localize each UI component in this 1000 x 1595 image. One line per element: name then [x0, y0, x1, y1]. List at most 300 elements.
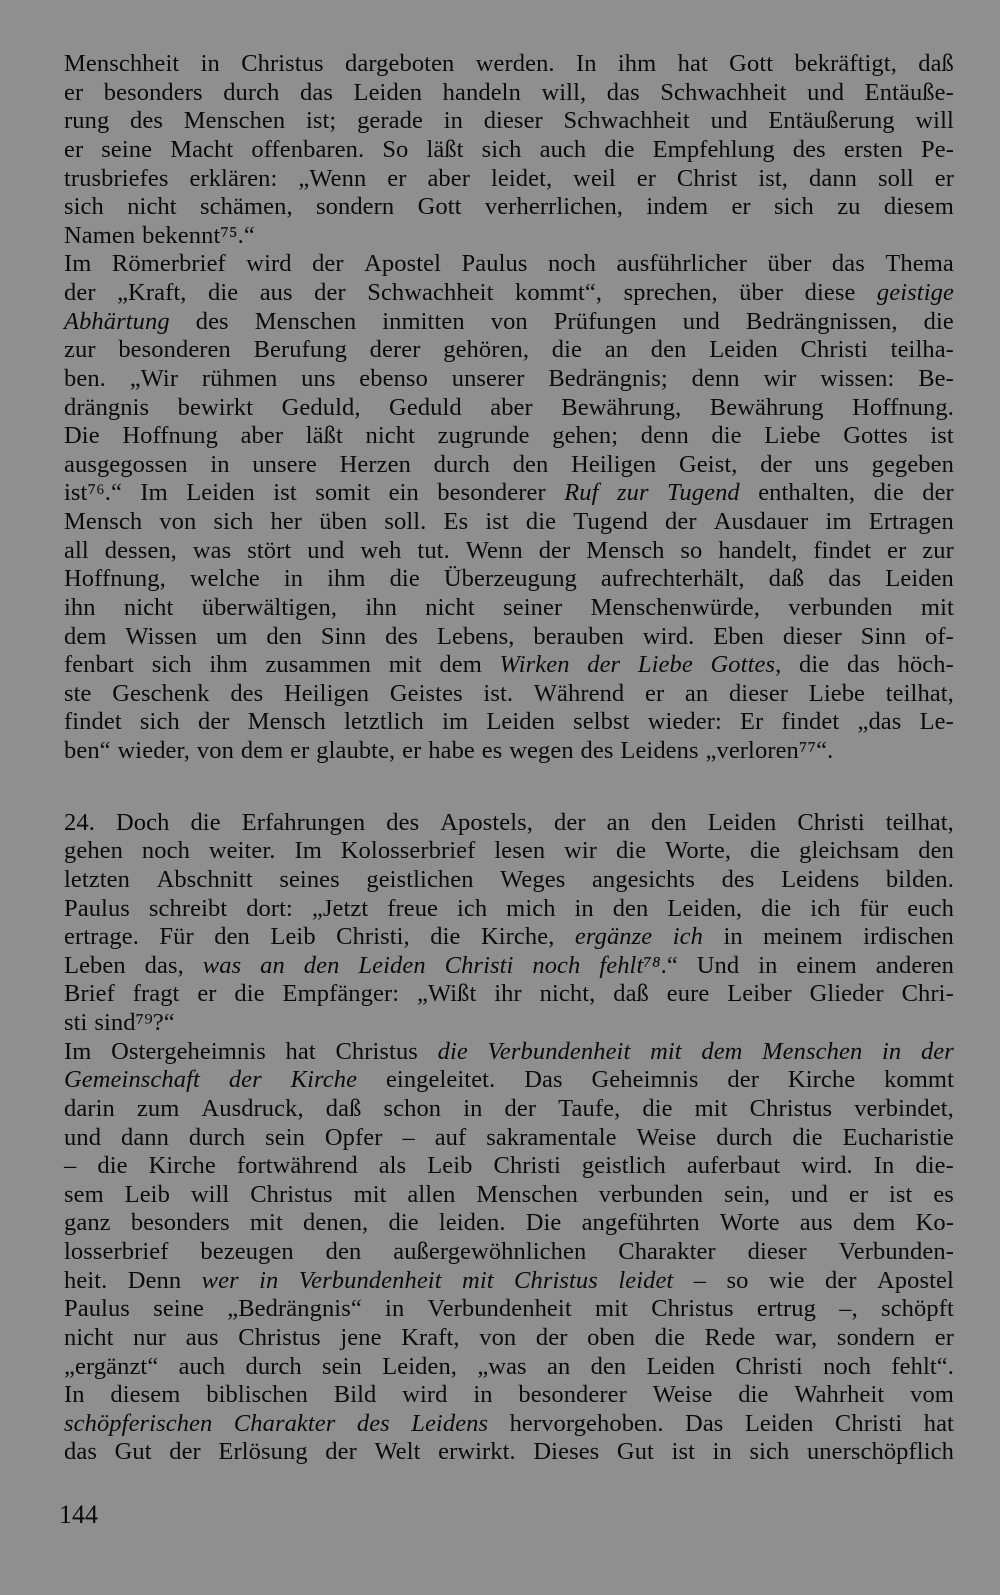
word: in [200, 50, 220, 77]
word: verherrlichen, [484, 193, 624, 221]
text-line [64, 107, 954, 136]
word: findet [781, 708, 840, 736]
word: Weges [500, 865, 566, 893]
word: sich [213, 508, 254, 535]
word: das [300, 78, 333, 106]
word: und [682, 307, 720, 335]
word: hat [677, 50, 708, 77]
word: Bild [333, 1381, 377, 1409]
word: er [848, 1180, 869, 1208]
word: Ausdruck, [201, 1094, 304, 1122]
word: teilhat, [885, 808, 954, 836]
word: „Kraft, [117, 279, 187, 306]
word: Leiber [727, 980, 792, 1008]
text-line [64, 1410, 954, 1439]
word: in [723, 923, 743, 951]
word: ist [671, 1438, 696, 1466]
word: kommt [884, 1066, 954, 1094]
word: nicht [425, 593, 475, 621]
word: seine [153, 1295, 205, 1323]
word: Bewährung, [561, 393, 682, 421]
word: Christus [238, 1323, 321, 1351]
word: ben“ [64, 737, 111, 764]
word: Gut [114, 1438, 152, 1466]
word: Wenn [465, 536, 523, 564]
word: sich [774, 193, 814, 221]
paragraph [64, 50, 954, 250]
word: weh [360, 536, 402, 564]
word: Bewährung [709, 393, 824, 421]
word: Paulus [64, 894, 130, 922]
word: schöpferischen [64, 1409, 213, 1437]
word: auch [539, 135, 587, 163]
word: dieser [747, 1238, 807, 1265]
word: die [749, 837, 781, 865]
word: Le- [919, 708, 954, 736]
word: somit [315, 479, 371, 507]
word: welche [189, 565, 260, 593]
word: aus [799, 1209, 833, 1237]
text-line [64, 1438, 954, 1467]
word: wie [768, 1266, 805, 1294]
word: aber [427, 164, 471, 192]
word: weil [573, 164, 616, 192]
word: den [590, 1352, 627, 1380]
word: dem [701, 1037, 743, 1065]
word: er [644, 679, 665, 707]
word: will [915, 107, 954, 135]
word: soll. [384, 508, 427, 535]
word: an [606, 808, 630, 836]
word: der [825, 1266, 857, 1294]
word: wissen: [820, 364, 895, 392]
word: in [259, 1266, 279, 1294]
word: die [792, 1123, 823, 1151]
word: Geduld [389, 393, 462, 421]
word: „Bedrängnis“ [227, 1295, 362, 1323]
word: auf [434, 1123, 467, 1151]
word: Eucharistie [842, 1123, 954, 1151]
word: Apostel [364, 250, 442, 278]
text-line [64, 866, 954, 895]
word: mich [506, 894, 556, 922]
word: weiter. [208, 837, 276, 865]
word: den [325, 1238, 362, 1265]
word: besonderen [118, 336, 231, 364]
word: Empfänger: [282, 980, 400, 1008]
word: Menschen [254, 307, 357, 335]
word: Leiden [353, 78, 423, 106]
text-line [64, 50, 954, 79]
text-line [64, 952, 954, 981]
word: um [215, 622, 248, 650]
word: seiner [503, 593, 563, 621]
word: Leiden [744, 1409, 814, 1437]
paragraph [64, 1038, 954, 1467]
section-gap [64, 766, 954, 809]
word: die [642, 1094, 673, 1122]
word: bekräftigt, [794, 50, 897, 77]
word: ste [64, 679, 92, 707]
word: uns [301, 364, 336, 392]
text-line [64, 537, 954, 566]
word: er [934, 164, 954, 192]
text-line [64, 336, 954, 365]
text-line [64, 1181, 954, 1210]
word: mit [388, 651, 422, 679]
word: besonders [103, 78, 203, 106]
word: besonders [130, 1209, 230, 1237]
text-line [64, 623, 954, 652]
word: Kirche [787, 1066, 856, 1094]
word: „ergänzt“ [64, 1352, 159, 1380]
word: den [512, 450, 549, 478]
word: zur [616, 479, 649, 507]
word: sind⁷⁹?“ [94, 1009, 175, 1036]
text-line [64, 1038, 954, 1067]
text-line [64, 923, 954, 952]
word: leidet [618, 1266, 674, 1294]
word: die [551, 336, 583, 364]
word: Gottes, [710, 651, 782, 679]
word: 24. [64, 808, 95, 836]
text-line [64, 651, 954, 680]
word: denn [691, 364, 740, 392]
word: hervorgehoben. [509, 1409, 664, 1437]
paragraph [64, 809, 954, 1038]
word: ist [889, 1180, 913, 1208]
text-line [64, 1066, 954, 1095]
text-line [64, 193, 954, 222]
word: ist [485, 508, 509, 535]
word: so [726, 1266, 749, 1294]
word: er [934, 1323, 954, 1351]
word: Geistes [389, 679, 463, 707]
word: Er [740, 708, 764, 736]
word: den [214, 923, 250, 951]
word: auch [178, 1352, 226, 1380]
word: er [387, 164, 407, 192]
word: teilha- [890, 336, 954, 364]
word: er [290, 737, 310, 764]
text-line [64, 1152, 954, 1181]
word: Christus [250, 1180, 333, 1208]
word: zur [64, 336, 96, 364]
word: das [828, 565, 862, 593]
word: indem [646, 193, 709, 221]
word: Lebens, [436, 622, 515, 650]
word: den [650, 336, 687, 364]
word: des [195, 307, 229, 335]
word: was [192, 536, 232, 564]
word: Christus [335, 1037, 418, 1065]
word: derer [369, 336, 421, 364]
word: Leib [124, 1180, 170, 1208]
word: des [721, 865, 755, 893]
word: sich [151, 651, 192, 679]
word: jene [340, 1323, 382, 1351]
word: teilhat, [885, 679, 954, 707]
word: Im [140, 479, 168, 507]
word: Denn [127, 1266, 182, 1294]
word: die [525, 508, 557, 535]
word: die [190, 808, 221, 836]
word: daß [768, 565, 805, 593]
word: Kraft, [401, 1323, 460, 1351]
word: nur [133, 1323, 167, 1351]
word: Christi [493, 1152, 561, 1180]
word: Christi [735, 1352, 803, 1380]
word: Leidens [411, 1409, 489, 1437]
word: werden. [475, 50, 555, 77]
word: sakramentale [486, 1123, 617, 1151]
text-line [64, 165, 954, 194]
word: verbunden [788, 593, 893, 621]
word: wird. [801, 1152, 853, 1180]
word: in [473, 1381, 493, 1409]
word: daß [325, 1094, 362, 1122]
word: die [923, 307, 954, 335]
word: Ruf [564, 479, 599, 507]
word: ihm [327, 565, 366, 593]
word: Leiden [885, 565, 954, 593]
word: Paulus [461, 250, 528, 278]
word: noch [532, 951, 581, 979]
text-line [64, 250, 954, 279]
word: sprechen, [623, 279, 718, 306]
text-line [64, 136, 954, 165]
word: der [538, 536, 571, 564]
text-line [64, 1238, 954, 1267]
word: diese [804, 279, 856, 306]
word: ihm [617, 50, 657, 77]
word: Abschnitt [156, 865, 253, 893]
word: Leiden [358, 951, 426, 979]
word: in [463, 1094, 483, 1122]
word: der [665, 508, 697, 535]
word: der [760, 450, 792, 478]
word: Doch [115, 808, 170, 836]
word: von [159, 508, 197, 535]
word: sich [64, 193, 104, 221]
word: bekennt⁷⁵.“ [142, 221, 255, 249]
word: ihn [64, 593, 96, 621]
word: darin [64, 1094, 115, 1122]
word: er [64, 78, 84, 106]
word: das [831, 250, 865, 278]
text-line [64, 895, 954, 924]
word: Liebe [808, 679, 866, 707]
word: durch [716, 1123, 773, 1151]
word: in [283, 565, 304, 593]
word: selbst [573, 708, 630, 736]
word: Leib [270, 923, 316, 951]
word: diesem [110, 1381, 181, 1409]
word: der [312, 250, 344, 278]
word: Entäußerung [768, 107, 895, 135]
word: Tugend [573, 508, 648, 535]
word: dem [64, 622, 107, 650]
word: ausführlicher [616, 250, 748, 278]
word: und [790, 1180, 829, 1208]
word: er [887, 536, 907, 564]
word: des [230, 679, 264, 707]
word: sein [322, 1352, 362, 1380]
word: aber [490, 393, 533, 421]
text-line [64, 1009, 954, 1038]
word: der [587, 651, 621, 679]
word: heit. [64, 1266, 108, 1294]
word: rühmen [201, 364, 278, 392]
word: in [210, 450, 230, 478]
word: das [606, 78, 640, 106]
word: den [266, 622, 303, 650]
word: läßt [426, 135, 464, 163]
word: einem [796, 951, 857, 979]
word: „Wenn [298, 164, 367, 192]
word: Menschen [762, 1037, 863, 1065]
word: mit [694, 1094, 728, 1122]
word: findet [813, 536, 872, 564]
text-line [64, 508, 954, 537]
word: er [636, 164, 656, 192]
word: Christus [749, 1094, 833, 1122]
word: die [761, 894, 792, 922]
word: verbindet, [854, 1094, 954, 1122]
word: Abhärtung [64, 307, 170, 335]
word: die [604, 135, 635, 163]
word: her [270, 508, 303, 535]
word: durch [223, 78, 280, 106]
word: der [228, 1066, 262, 1094]
word: Tugend [667, 479, 740, 507]
word: Opfer [324, 1123, 383, 1151]
word: den [650, 808, 687, 836]
word: Prüfungen [553, 307, 657, 335]
word: all [64, 536, 89, 564]
word: des [386, 808, 420, 836]
word: und [807, 78, 845, 106]
word: des [130, 107, 164, 135]
word: – [64, 1152, 77, 1180]
word: kommt“, [514, 279, 603, 306]
word: Geduld, [281, 393, 361, 421]
text-line [64, 79, 954, 108]
word: Verbundenheit [427, 1295, 572, 1323]
word: die [873, 479, 904, 507]
word: Liebe [637, 651, 693, 679]
word: durch [188, 1123, 246, 1151]
word: den [612, 894, 649, 922]
word: unsere [252, 450, 317, 478]
word: Paulus [64, 1295, 130, 1323]
word: sein [265, 1123, 305, 1151]
word: will, [541, 78, 587, 106]
word: das [846, 651, 880, 679]
word: erwirkt. [438, 1438, 516, 1466]
word: Die [525, 1209, 562, 1237]
word: ganz [64, 1209, 111, 1237]
word: fragt [132, 980, 180, 1008]
word: Und [696, 951, 740, 979]
word: Im [294, 837, 322, 865]
word: schämen, [200, 193, 293, 221]
word: und [307, 536, 345, 564]
word: Eben [713, 622, 764, 650]
word: gerade [357, 107, 423, 135]
word: der [554, 808, 586, 836]
text-line [64, 1353, 954, 1382]
word: eingeleitet. [385, 1066, 496, 1094]
word: höch- [897, 651, 954, 679]
word: schon [383, 1094, 442, 1122]
word: des [385, 622, 419, 650]
word: fehlt⁷⁸.“ [599, 951, 678, 979]
word: der [197, 708, 230, 736]
word: sondern [836, 1323, 916, 1351]
word: –, [839, 1295, 858, 1323]
word: Leiden [646, 1352, 716, 1380]
word: dann [809, 164, 858, 192]
word: gehen; [552, 422, 619, 450]
word: Im [64, 250, 92, 278]
word: Leiden [707, 808, 777, 836]
word: Erlösung [218, 1438, 308, 1466]
text-line [64, 394, 954, 423]
word: irdischen [863, 923, 954, 951]
word: dann [120, 1123, 169, 1151]
word: der [922, 479, 954, 507]
word: unserer [451, 364, 525, 392]
text-line [64, 1267, 954, 1296]
word: Christi [444, 951, 514, 979]
word: Hoffnung. [852, 393, 954, 421]
word: Liebe [764, 422, 821, 450]
word: die [437, 1037, 468, 1065]
word: die- [915, 1152, 954, 1180]
word: Kirche, [480, 923, 555, 951]
word: diesem [883, 193, 954, 221]
word: ben. [64, 364, 106, 392]
word: will [190, 1180, 230, 1208]
word: des [580, 737, 614, 764]
word: mit [920, 593, 954, 621]
word: Ostergeheimnis [111, 1037, 266, 1065]
word: – [402, 1123, 415, 1151]
word: Überzeugung [443, 565, 577, 593]
word: läßt [305, 422, 343, 450]
word: Gemeinschaft [64, 1066, 200, 1094]
word: aber [240, 422, 284, 450]
word: denen, [303, 1209, 369, 1237]
word: überwältigen, [201, 593, 338, 621]
text-line [64, 1124, 954, 1153]
word: ertrug [756, 1295, 817, 1323]
word: außergewöhnlichen [393, 1238, 587, 1265]
word: Gott [729, 50, 774, 77]
word: bezeugen [200, 1238, 294, 1265]
word: Pe- [921, 135, 954, 163]
word: noch [823, 1352, 872, 1380]
word: Die [64, 422, 100, 450]
word: ist⁷⁶.“ [64, 479, 122, 507]
word: der [727, 1066, 760, 1094]
word: das, [144, 951, 184, 979]
word: wer [201, 1266, 239, 1294]
word: verbunden [598, 1180, 704, 1208]
word: dem [439, 651, 482, 679]
word: dieser [782, 622, 842, 650]
